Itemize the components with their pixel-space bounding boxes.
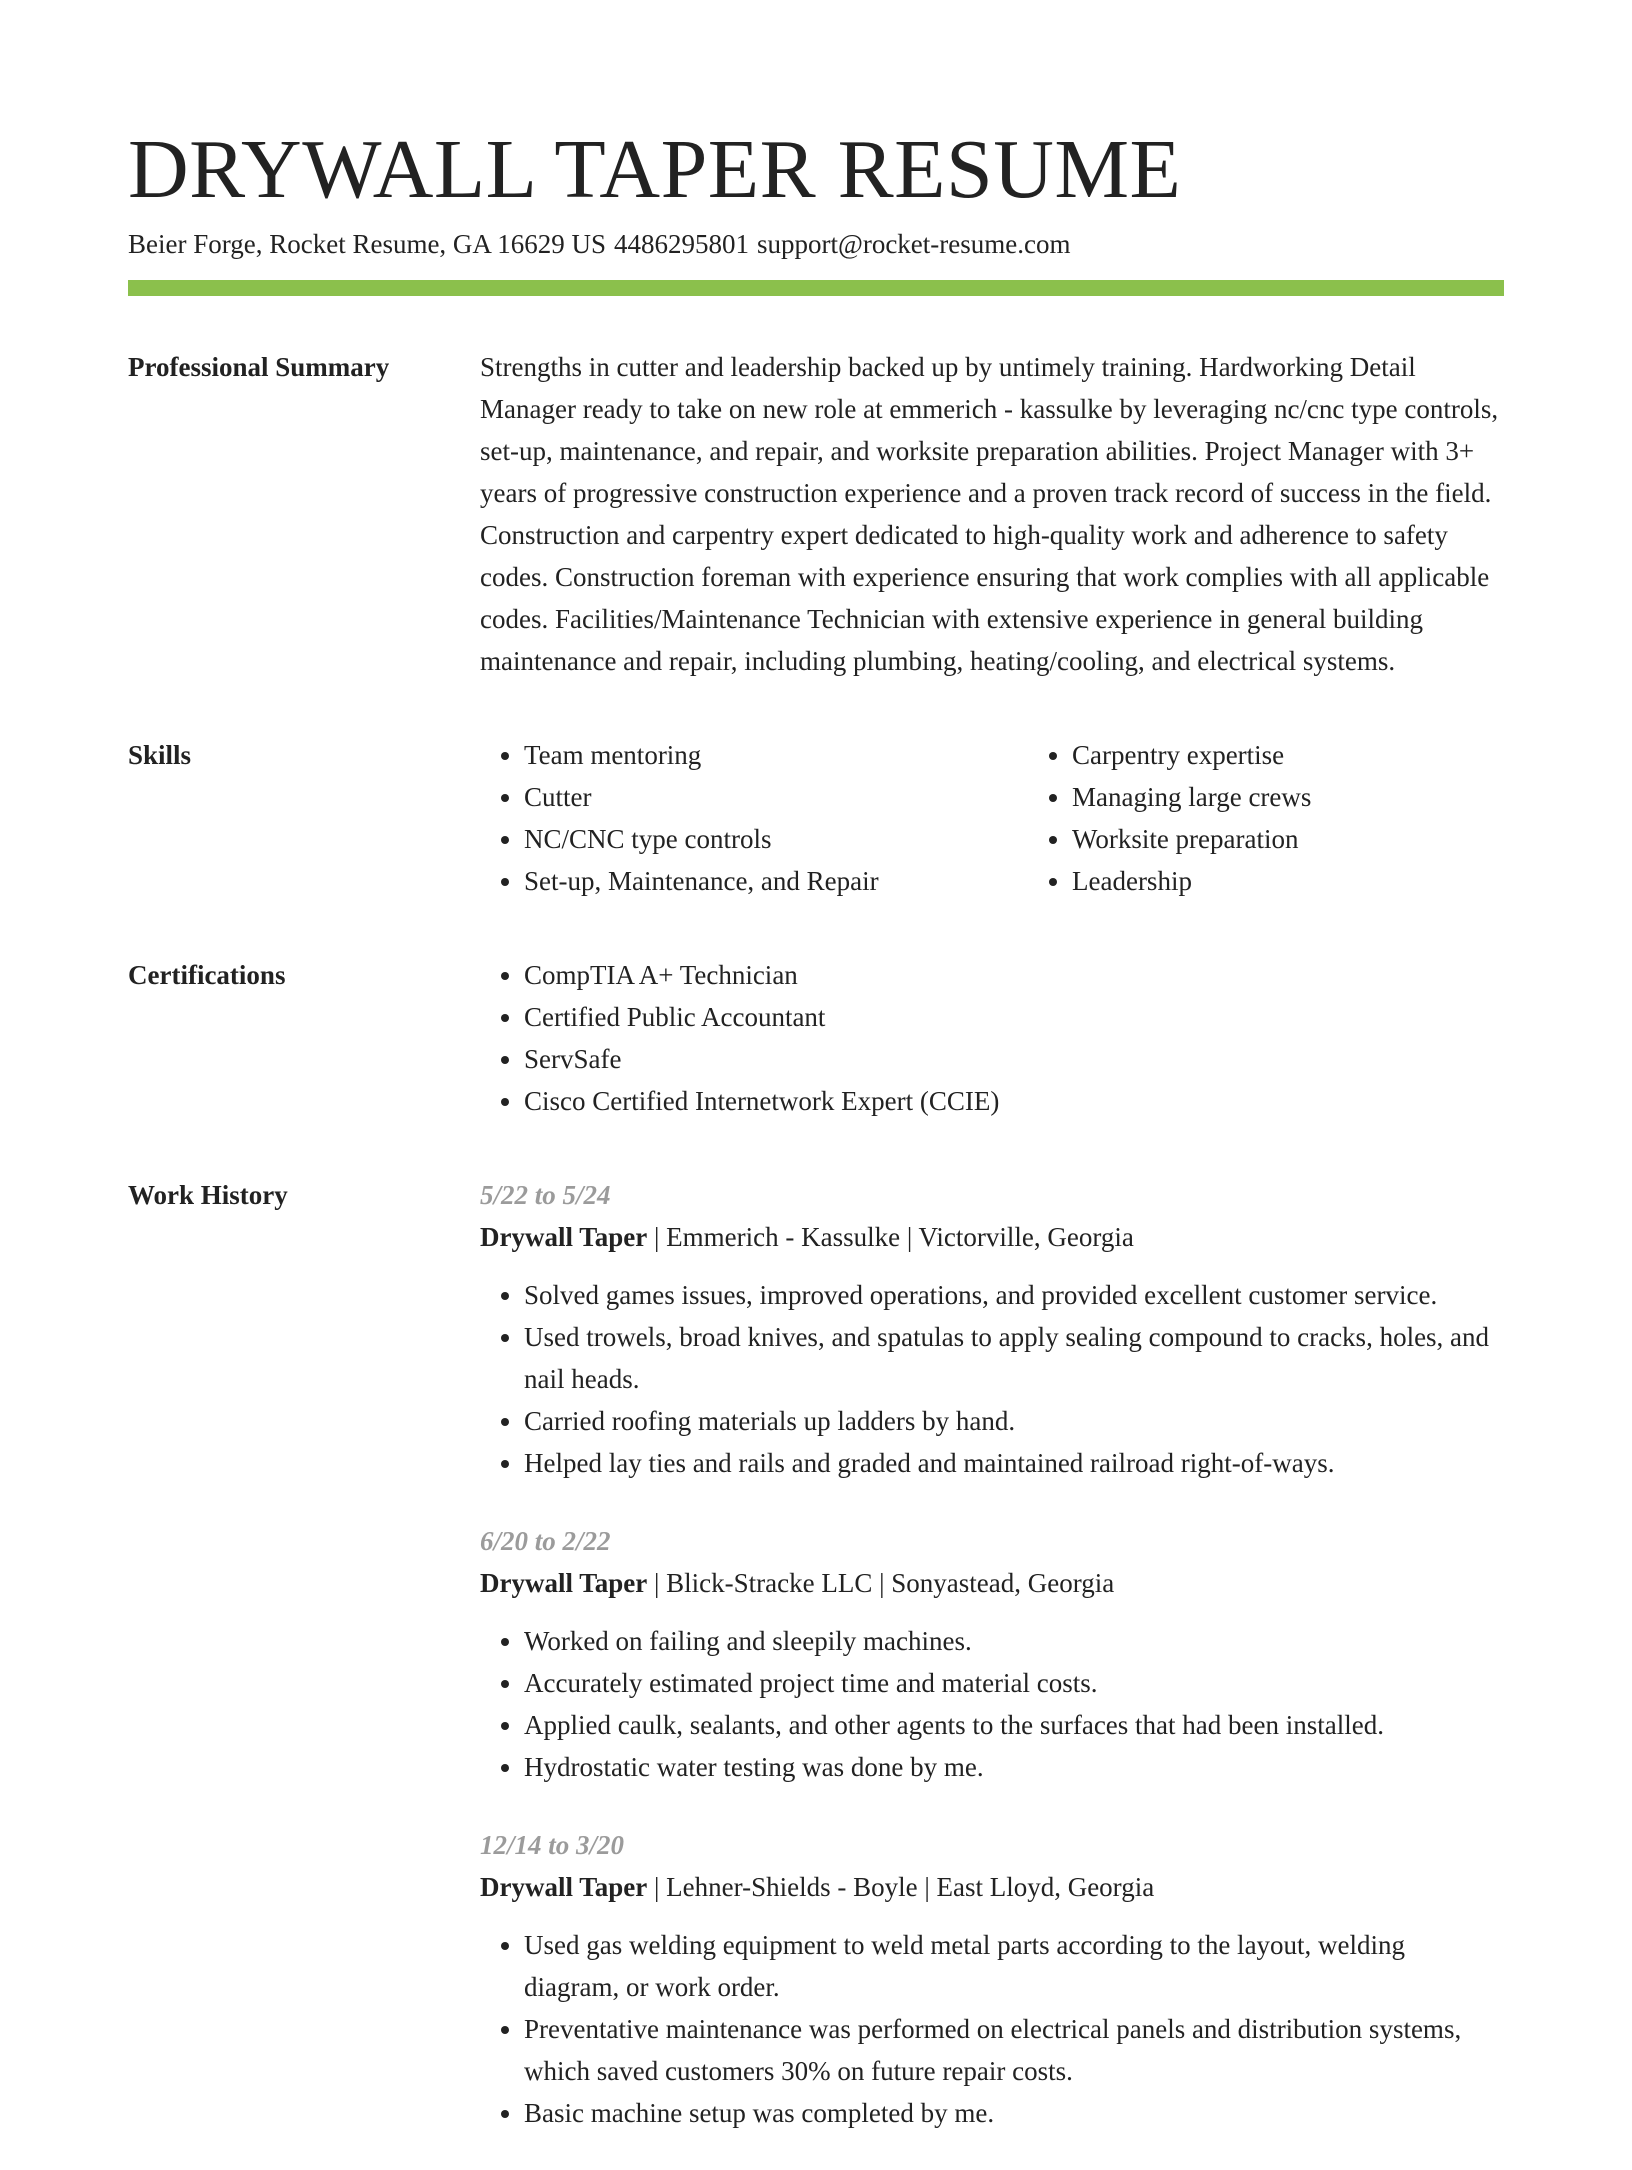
job-bullet: • Accurately estimated project time and material costs.: [524, 1662, 1504, 1704]
job-bullets: [480, 1274, 1504, 1484]
header-divider: [128, 280, 1504, 296]
skill-item: • Cutter: [524, 776, 1028, 818]
certification-item: • ServSafe: [524, 1038, 1504, 1080]
job-date: 12/14 to 3/20: [480, 1830, 625, 1860]
skills-heading: Skills: [128, 740, 192, 770]
certifications-section: [128, 954, 1504, 1122]
job-entry: [480, 1174, 1504, 1484]
skills-list-right: [1028, 734, 1311, 902]
resume-title: DRYWALL TAPER RESUME: [128, 123, 1182, 216]
certification-item: • CompTIA A+ Technician: [524, 954, 1504, 996]
contact-line: [128, 226, 1504, 262]
job-header: [480, 1216, 1504, 1258]
job-bullet: • Basic machine setup was completed by me.: [524, 2092, 1504, 2134]
job-bullets: [480, 1924, 1504, 2134]
skill-item: • Set-up, Maintenance, and Repair: [524, 860, 1028, 902]
job-date: 5/22 to 5/24: [480, 1180, 611, 1210]
job-bullet: • Helped lay ties and rails and graded and maintained railroad right-of-ways.: [524, 1442, 1504, 1484]
resume-page: [128, 120, 1504, 2170]
skill-item: • NC/CNC type controls: [524, 818, 1028, 860]
certifications-list: [480, 954, 1504, 1122]
skill-item: • Managing large crews: [1072, 776, 1311, 818]
skill-item: • Worksite preparation: [1072, 818, 1311, 860]
job-bullet: • Solved games issues, improved operations, and provided excellent customer service.: [524, 1274, 1504, 1316]
skill-item: • Leadership: [1072, 860, 1311, 902]
work-history-section: [128, 1174, 1504, 2170]
job-bullet: • Worked on failing and sleepily machines.: [524, 1620, 1504, 1662]
job-title: Drywall Taper: [480, 1568, 648, 1598]
job-bullets: [480, 1620, 1504, 1788]
skills-list-left: [480, 734, 1028, 902]
job-bullet: • Carried roofing materials up ladders by hand.: [524, 1400, 1504, 1442]
job-details: | Blick-Stracke LLC | Sonyastead, Georgia: [647, 1568, 1115, 1598]
skills-section: [128, 734, 1504, 902]
job-entry: [480, 1824, 1504, 2134]
job-bullet: • Used trowels, broad knives, and spatulas to apply sealing compound to cracks, holes, and nail heads.: [524, 1316, 1504, 1400]
contact-address: Beier Forge, Rocket Resume, GA 16629 US: [128, 229, 606, 259]
contact-email: support@rocket-resume.com: [756, 229, 1071, 259]
summary-heading: Professional Summary: [128, 352, 390, 382]
summary-text: Strengths in cutter and leadership backed up by untimely training. Hardworking Detail Manager ready to take on new role at emmerich - kassulke by leveraging nc/cnc type controls, set-up, maintenance, and repair, and worksite preparation abilities. Project Manager with 3+ years of progressive construction experience and a proven track record of success in the field. Construction and carpentry expert dedicated to high-quality work and adherence to safety codes. Construction foreman with experience ensuring that work complies with all applicable codes. Facilities/Maintenance Technician with extensive experience in general building maintenance and repair, including plumbing, heating/cooling, and electrical systems.: [480, 352, 1499, 676]
certification-item: • Cisco Certified Internetwork Expert (CCIE): [524, 1080, 1504, 1122]
job-bullet: • Applied caulk, sealants, and other agents to the surfaces that had been installed.: [524, 1704, 1504, 1746]
certifications-heading: Certifications: [128, 960, 286, 990]
skill-item: • Team mentoring: [524, 734, 1028, 776]
work-history-heading: Work History: [128, 1180, 288, 1210]
job-bullet: • Used gas welding equipment to weld metal parts according to the layout, welding diagram, or work order.: [524, 1924, 1504, 2008]
job-title: Drywall Taper: [480, 1222, 648, 1252]
job-header: [480, 1562, 1504, 1604]
job-title: Drywall Taper: [480, 1872, 648, 1902]
job-header: [480, 1866, 1504, 1908]
contact-phone: 4486295801: [613, 229, 749, 259]
certification-item: • Certified Public Accountant: [524, 996, 1504, 1038]
job-bullet: • Hydrostatic water testing was done by me.: [524, 1746, 1504, 1788]
job-bullet: • Preventative maintenance was performed on electrical panels and distribution systems, which saved customers 30% on future repair costs.: [524, 2008, 1504, 2092]
skill-item: • Carpentry expertise: [1072, 734, 1311, 776]
job-details: | Lehner-Shields - Boyle | East Lloyd, Georgia: [647, 1872, 1155, 1902]
job-date: 6/20 to 2/22: [480, 1526, 611, 1556]
summary-section: [128, 346, 1504, 682]
job-entry: [480, 1520, 1504, 1788]
job-details: | Emmerich - Kassulke | Victorville, Georgia: [647, 1222, 1134, 1252]
